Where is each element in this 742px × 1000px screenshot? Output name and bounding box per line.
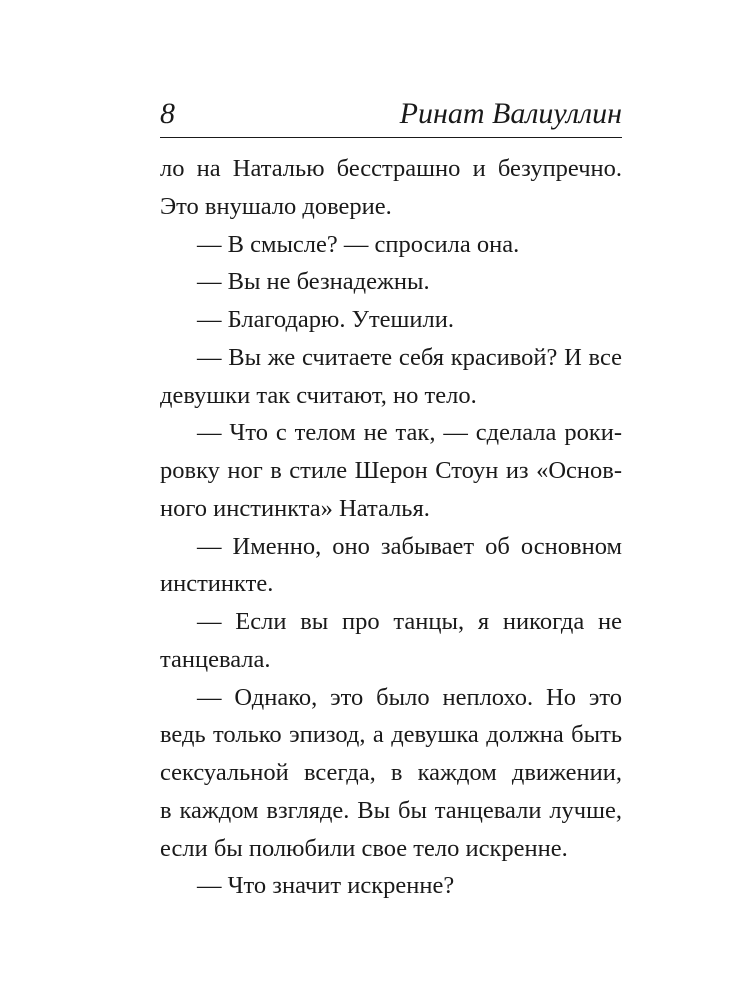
text-line: в каждом взгляде. Вы бы танцевали лучше, xyxy=(160,796,622,824)
header-rule xyxy=(160,137,622,138)
page-number: 8 xyxy=(160,97,175,130)
text-line: — Именно, оно забывает об основном xyxy=(197,532,622,560)
running-title: Ринат Валиуллин xyxy=(399,97,622,130)
text-line: — Если вы про танцы, я никогда не xyxy=(197,608,622,635)
text-line: — Однако, это было неплохо. Но это xyxy=(197,683,622,711)
text-line: — В смысле? — спросила она. xyxy=(197,230,520,258)
text-line: ного инстинкта» Наталья. xyxy=(160,494,430,522)
text-line: — Что значит искренне? xyxy=(197,872,455,900)
text-line: Это внушало доверие. xyxy=(160,192,392,220)
text-line: ло на Наталью бесстрашно и безупречно. xyxy=(160,155,622,182)
text-line: — Что с телом не так, — сделала роки- xyxy=(197,419,622,447)
text-line: — Вы же считаете себя красивой? И все xyxy=(197,343,622,371)
text-line: девушки так считают, но тело. xyxy=(160,381,477,409)
text-line: если бы полюбили свое тело искренне. xyxy=(160,834,568,862)
page-header xyxy=(160,96,622,136)
body-text xyxy=(160,150,622,905)
text-line: — Вы не безнадежны. xyxy=(197,268,430,296)
text-line: танцевала. xyxy=(160,645,271,673)
text-line: сексуальной всегда, в каждом движении, xyxy=(160,759,622,786)
text-line: инстинкте. xyxy=(160,570,274,598)
text-line: — Благодарю. Утешили. xyxy=(197,306,454,333)
text-line: ведь только эпизод, а девушка должна быть xyxy=(160,721,622,749)
text-line: ровку ног в стиле Шерон Стоун из «Основ- xyxy=(160,457,622,484)
